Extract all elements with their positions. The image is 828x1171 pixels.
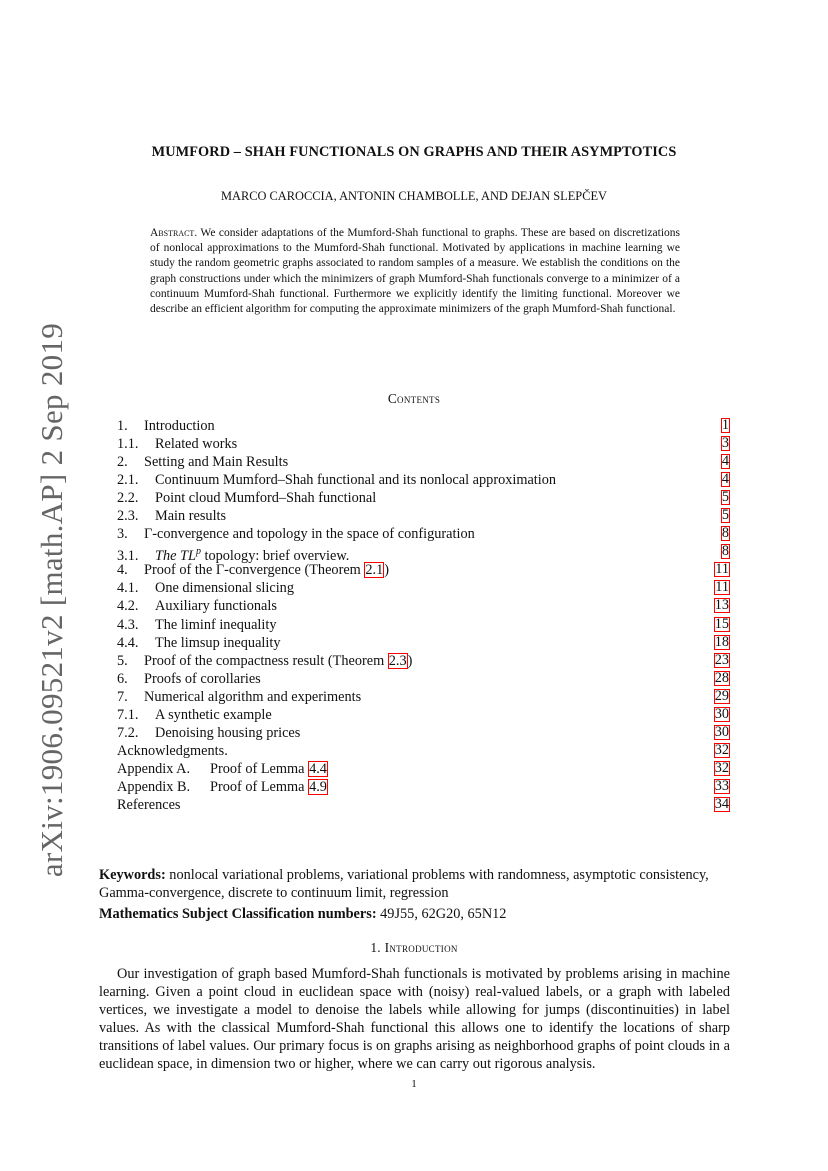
table-of-contents [117,417,730,814]
toc-page-link[interactable]: 15 [714,615,729,632]
toc-page-link[interactable]: 32 [714,741,729,758]
toc-entry-title[interactable] [155,725,300,741]
toc-page-link[interactable]: 23 [714,651,729,668]
introduction-paragraph: Our investigation of graph based Mumford-Shah functionals is motivated by problems arising in machine learning. Given a point cloud in euclidean space with (noisy) real-valued labels, or a graph with labeled vertices, we investigate a model to denoise the labels while allowing for jumps (discontinuities) in label values. As with the classical Mumford-Shah functional this allows one to identify the locations of sharp transitions of label values. Our primary focus is on graphs arising as neighborhood graphs of point clouds in a euclidean space, in dimension two or higher, where we can carry out rigorous analysis. [99,966,730,1073]
toc-page-link[interactable]: 4 [721,453,729,470]
toc-entry-title[interactable] [144,526,475,542]
toc-entry-title-text: Continuum Mumford–Shah functional and its nonlocal approximation [155,472,557,489]
abstract-label: Abstract. [150,227,198,239]
toc-entry-number: 6. [117,670,128,687]
toc-entry-title[interactable] [155,490,376,506]
toc-page-link[interactable]: 11 [715,579,729,596]
toc-entry-title[interactable] [117,797,181,813]
toc-page-link[interactable]: 32 [714,759,729,776]
toc-entry[interactable] [117,417,730,435]
toc-entry[interactable] [117,561,730,579]
toc-page-link[interactable]: 30 [714,705,729,722]
toc-page-link[interactable]: 29 [714,687,729,704]
toc-entry-title-text: The liminf inequality [155,616,277,633]
toc-entry-number: 1. [117,418,128,434]
toc-entry-number: 4.1. [117,580,139,597]
toc-entry[interactable] [117,525,730,543]
toc-entry-title-text: References [117,796,181,813]
toc-entry-title[interactable] [155,508,226,524]
section-title: Introduction [384,940,458,955]
toc-entry-number: 4. [117,562,128,579]
toc-entry-title[interactable] [144,454,288,470]
toc-entry-title[interactable] [155,707,272,723]
toc-entry-number: 2. [117,454,128,471]
toc-entry-title[interactable] [210,779,328,795]
toc-entry[interactable] [117,742,730,760]
toc-entry-title[interactable] [144,653,412,669]
toc-entry[interactable] [117,453,730,471]
toc-page-link[interactable]: 13 [714,597,729,614]
toc-entry-title[interactable] [144,418,215,434]
toc-entry-title-text: Γ-convergence and topology in the space of configuration [144,526,475,543]
toc-page-link[interactable]: 30 [714,723,729,740]
toc-entry-number: 3. [117,526,128,543]
toc-entry[interactable] [117,724,730,742]
toc-entry-title-text: The limsup inequality [155,634,281,651]
toc-entry-number: 4.3. [117,616,139,633]
section-heading-introduction [0,940,828,956]
toc-entry-number: 4.4. [117,634,139,651]
toc-entry-title[interactable] [144,689,361,705]
toc-page-link[interactable]: 5 [721,489,729,506]
toc-entry-title[interactable] [155,635,280,651]
toc-entry[interactable] [117,796,730,814]
toc-page-link[interactable]: 4 [721,471,729,488]
toc-entry[interactable] [117,489,730,507]
msc-label: Mathematics Subject Classification numbers: [99,906,377,922]
toc-entry-title[interactable] [155,617,277,633]
toc-entry-title-text: Setting and Main Results [144,454,289,471]
cross-reference-link[interactable]: 4.9 [309,778,327,795]
toc-entry[interactable] [117,579,730,597]
toc-page-link[interactable]: 1 [721,417,729,433]
toc-entry-title-suffix: topology: brief overview. [200,548,350,565]
msc-classification [99,905,730,923]
toc-page-link[interactable]: 28 [714,669,729,686]
toc-entry-title-suffix: ) [384,562,390,579]
toc-entry-title-text: One dimensional slicing [155,580,294,597]
toc-entry-title[interactable] [155,472,556,488]
paper-authors: MARCO CAROCCIA, ANTONIN CHAMBOLLE, AND DEJAN SLEPČEV [221,189,607,203]
toc-entry-title[interactable] [210,761,328,777]
toc-entry[interactable] [117,778,730,796]
toc-entry-number: 7. [117,688,128,705]
toc-page-link[interactable]: 5 [721,507,729,524]
toc-entry-title-text: Proofs of corollaries [144,670,261,687]
toc-entry-number: Appendix A. [117,760,191,777]
toc-entry-title[interactable] [155,580,294,596]
toc-entry-number: Appendix B. [117,778,191,795]
toc-entry-title-text: Proof of the Γ-convergence (Theorem [144,562,365,579]
toc-entry-number: 2.2. [117,490,139,507]
toc-page-link[interactable]: 34 [714,795,729,812]
toc-entry-title-superscript: p [195,546,201,558]
toc-entry[interactable] [117,634,730,652]
toc-entry-title-text: Auxiliary functionals [155,598,277,615]
toc-entry-title-text: Main results [155,508,227,525]
toc-entry[interactable] [117,688,730,706]
toc-entry-title-text: A synthetic example [155,706,272,723]
keywords [99,866,730,902]
toc-entry[interactable] [117,706,730,724]
toc-entry[interactable] [117,670,730,688]
toc-entry-title-text: Acknowledgments. [117,742,228,759]
abstract-text: We consider adaptations of the Mumford-Shah functional to graphs. These are based on discretizations of nonlocal approximations to the Mumford-Shah functional. Motivated by applications in machine learning we study the random geometric graphs associated to random samples of a measure. We establish the conditions on the graph constructions under which the minimizers of graph Mumford-Shah functionals converge to a minimizer of a continuum Mumford-Shah functional. Furthermore we explicitly identify the limiting functional. Moreover we describe an efficient algorithm for computing the approximate minimizers of the graph Mumford-Shah functional. [150,227,681,316]
toc-entry-title-text: Related works [155,436,238,453]
toc-entry[interactable] [117,507,730,525]
toc-entry-title[interactable] [144,562,389,578]
toc-entry-number: 1.1. [117,436,139,453]
keywords-label: Keywords: [99,867,166,883]
toc-entry[interactable] [117,543,730,565]
toc-entry[interactable] [117,435,730,453]
toc-entry-title[interactable] [144,671,261,687]
contents-heading: Contents [387,391,441,406]
toc-entry-number: 7.2. [117,724,139,741]
toc-entry-title[interactable] [155,598,277,614]
keywords-text: nonlocal variational problems, variational problems with randomness, asymptotic consistency, Gamma-convergence, discrete to continuum limit, regression [99,867,709,901]
toc-entry-number: 5. [117,652,128,669]
toc-entry[interactable] [117,616,730,634]
toc-entry-number: 2.3. [117,508,139,525]
toc-page-link[interactable]: 11 [715,561,729,578]
toc-entry-title-text: Proof of Lemma [210,778,309,795]
cross-reference-link[interactable]: 2.3 [388,652,407,669]
toc-entry-number: 7.1. [117,706,139,723]
toc-entry-title-text: Point cloud Mumford–Shah functional [155,490,377,507]
toc-entry-title-text: Proof of the compactness result (Theorem [144,652,388,669]
toc-entry-title-text: Denoising housing prices [155,724,301,741]
toc-entry-title[interactable] [155,436,237,452]
toc-entry[interactable] [117,652,730,670]
toc-page-link[interactable]: 18 [714,633,729,650]
arxiv-stamp: arXiv:1906.09521v2 [math.AP] 2 Sep 2019 [34,322,69,878]
toc-entry[interactable] [117,760,730,778]
toc-page-link[interactable]: 8 [721,543,729,560]
toc-page-link[interactable]: 8 [721,525,729,542]
toc-entry-number: 3.1. [117,548,139,565]
toc-entry-title-suffix: ) [407,652,413,669]
toc-entry-number: 2.1. [117,472,139,489]
page-number: 1 [411,1078,417,1090]
toc-page-link[interactable]: 3 [721,435,729,452]
toc-entry[interactable] [117,597,730,615]
toc-entry-title[interactable] [117,743,228,759]
toc-entry-title-text: Proof of Lemma [210,760,309,777]
cross-reference-link[interactable]: 4.4 [309,760,327,777]
toc-entry[interactable] [117,471,730,489]
toc-entry-title-text: The TL [155,548,196,565]
toc-entry-title-text: Introduction [144,418,215,434]
toc-page-link[interactable]: 33 [714,777,729,794]
toc-entry-title-text: Numerical algorithm and experiments [144,688,362,705]
paper-title: MUMFORD – SHAH FUNCTIONALS ON GRAPHS AND THEIR ASYMPTOTICS [151,144,677,160]
toc-entry-number: 4.2. [117,598,139,615]
msc-text: 49J55, 62G20, 65N12 [380,906,507,922]
section-number: 1. [370,940,381,955]
abstract [150,226,680,317]
cross-reference-link[interactable]: 2.1 [365,562,384,579]
